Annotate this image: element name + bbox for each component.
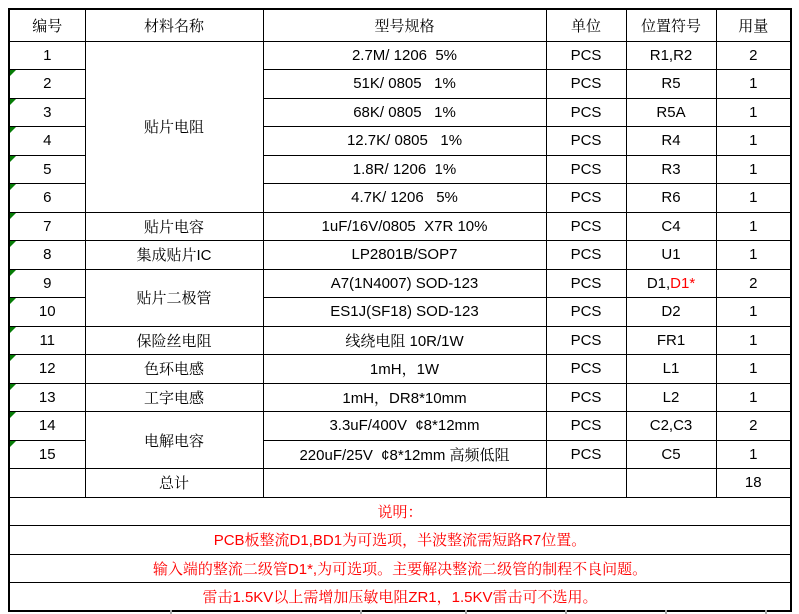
gridline-stub [360, 610, 362, 614]
total-quantity: 18 [716, 469, 791, 498]
note-line-1: PCB板整流D1,BD1为可选项，半波整流需短路R7位置。 [9, 526, 791, 555]
row-no: 7 [9, 212, 85, 241]
excel-flag-icon [10, 241, 16, 247]
unit: PCS [546, 269, 626, 298]
column-header-model: 型号规格 [263, 9, 546, 41]
notes-label: 说明： [9, 497, 791, 526]
column-header-material: 材料名称 [85, 9, 263, 41]
ref-designator: C5 [626, 440, 716, 469]
row-no: 1 [9, 41, 85, 70]
ref-designator: C2,C3 [626, 412, 716, 441]
table-row [9, 241, 791, 270]
material-group-ic: 集成贴片IC [85, 241, 263, 270]
quantity: 2 [716, 41, 791, 70]
notes-header-row [9, 497, 791, 526]
quantity: 2 [716, 269, 791, 298]
row-no: 6 [9, 184, 85, 213]
gridline-stub [465, 610, 467, 614]
quantity: 1 [716, 212, 791, 241]
model-spec: 12.7K/ 0805 1% [263, 127, 546, 156]
quantity: 2 [716, 412, 791, 441]
model-spec: 1.8R/ 1206 1% [263, 155, 546, 184]
quantity: 1 [716, 70, 791, 99]
row-no: 10 [9, 298, 85, 327]
ref-designator: C4 [626, 212, 716, 241]
note-row [9, 526, 791, 555]
quantity: 1 [716, 184, 791, 213]
note-line-3: 雷击1.5KV以上需增加压敏电阻ZR1，1.5KV雷击可不选用。 [9, 583, 791, 612]
excel-flag-icon [10, 127, 16, 133]
quantity: 1 [716, 298, 791, 327]
excel-flag-icon [10, 355, 16, 361]
table-row [9, 355, 791, 384]
ref-designator: R4 [626, 127, 716, 156]
excel-flag-icon [10, 184, 16, 190]
ref-designator: D1,D1* [626, 269, 716, 298]
excel-flag-icon [10, 213, 16, 219]
quantity: 1 [716, 155, 791, 184]
bom-table [8, 8, 792, 612]
row-no: 15 [9, 440, 85, 469]
unit: PCS [546, 127, 626, 156]
note-line-2: 输入端的整流二级管D1*,为可选项。主要解决整流二级管的制程不良问题。 [9, 554, 791, 583]
total-label: 总计 [85, 469, 263, 498]
quantity: 1 [716, 355, 791, 384]
excel-flag-icon [10, 99, 16, 105]
unit: PCS [546, 412, 626, 441]
model-spec: 1mH，DR8*10mm [263, 383, 546, 412]
model-spec: 51K/ 0805 1% [263, 70, 546, 99]
row-no: 5 [9, 155, 85, 184]
gridline-stub [665, 610, 667, 614]
total-ref-empty [626, 469, 716, 498]
unit: PCS [546, 383, 626, 412]
column-header-no: 编号 [9, 9, 85, 41]
table-row [9, 412, 791, 441]
row-no: 4 [9, 127, 85, 156]
total-row [9, 469, 791, 498]
unit: PCS [546, 184, 626, 213]
quantity: 1 [716, 440, 791, 469]
row-no: 9 [9, 269, 85, 298]
excel-flag-icon [10, 270, 16, 276]
unit: PCS [546, 298, 626, 327]
material-group-color-ring-inductor: 色环电感 [85, 355, 263, 384]
unit: PCS [546, 326, 626, 355]
model-spec: 68K/ 0805 1% [263, 98, 546, 127]
model-spec: 4.7K/ 1206 5% [263, 184, 546, 213]
model-spec: 220uF/25V ¢8*12mm 高频低阻 [263, 440, 546, 469]
model-spec: A7(1N4007) SOD-123 [263, 269, 546, 298]
material-group-drum-inductor: 工字电感 [85, 383, 263, 412]
quantity: 1 [716, 127, 791, 156]
ref-designator: R3 [626, 155, 716, 184]
column-header-ref: 位置符号 [626, 9, 716, 41]
ref-designator: R6 [626, 184, 716, 213]
total-unit-empty [546, 469, 626, 498]
unit: PCS [546, 355, 626, 384]
model-spec: 2.7M/ 1206 5% [263, 41, 546, 70]
note-row [9, 554, 791, 583]
column-header-unit: 单位 [546, 9, 626, 41]
optional-ref-red: D1* [670, 274, 696, 292]
table-row [9, 269, 791, 298]
material-group-fuse-resistor: 保险丝电阻 [85, 326, 263, 355]
row-no: 14 [9, 412, 85, 441]
table-row [9, 41, 791, 70]
row-no: 8 [9, 241, 85, 270]
excel-flag-icon [10, 412, 16, 418]
quantity: 1 [716, 241, 791, 270]
table-row [9, 212, 791, 241]
material-group-chip-resistor: 贴片电阻 [85, 41, 263, 212]
ref-designator: L2 [626, 383, 716, 412]
unit: PCS [546, 155, 626, 184]
unit: PCS [546, 41, 626, 70]
unit: PCS [546, 212, 626, 241]
ref-designator: U1 [626, 241, 716, 270]
total-no-empty [9, 469, 85, 498]
quantity: 1 [716, 326, 791, 355]
table-row [9, 383, 791, 412]
quantity: 1 [716, 383, 791, 412]
gridline-stub [765, 610, 767, 614]
gridline-stub [565, 610, 567, 614]
row-no: 3 [9, 98, 85, 127]
total-model-empty [263, 469, 546, 498]
excel-flag-icon [10, 384, 16, 390]
unit: PCS [546, 98, 626, 127]
unit: PCS [546, 440, 626, 469]
model-spec: LP2801B/SOP7 [263, 241, 546, 270]
row-no: 2 [9, 70, 85, 99]
model-spec: 1mH，1W [263, 355, 546, 384]
header-row [9, 9, 791, 41]
material-group-chip-diode: 贴片二极管 [85, 269, 263, 326]
ref-designator: D2 [626, 298, 716, 327]
model-spec: 3.3uF/400V ¢8*12mm [263, 412, 546, 441]
note-row [9, 583, 791, 612]
excel-flag-icon [10, 156, 16, 162]
ref-designator: FR1 [626, 326, 716, 355]
unit: PCS [546, 241, 626, 270]
ref-designator: R1,R2 [626, 41, 716, 70]
column-header-qty: 用量 [716, 9, 791, 41]
excel-flag-icon [10, 327, 16, 333]
gridline-stub [170, 610, 172, 614]
ref-designator: L1 [626, 355, 716, 384]
excel-flag-icon [10, 70, 16, 76]
ref-designator: R5 [626, 70, 716, 99]
model-spec: 线绕电阻 10R/1W [263, 326, 546, 355]
ref-designator: R5A [626, 98, 716, 127]
row-no: 12 [9, 355, 85, 384]
row-no: 13 [9, 383, 85, 412]
material-group-electrolytic-capacitor: 电解电容 [85, 412, 263, 469]
table-row [9, 326, 791, 355]
excel-flag-icon [10, 441, 16, 447]
model-spec: ES1J(SF18) SOD-123 [263, 298, 546, 327]
row-no: 11 [9, 326, 85, 355]
excel-flag-icon [10, 298, 16, 304]
unit: PCS [546, 70, 626, 99]
material-group-chip-capacitor: 贴片电容 [85, 212, 263, 241]
quantity: 1 [716, 98, 791, 127]
model-spec: 1uF/16V/0805 X7R 10% [263, 212, 546, 241]
